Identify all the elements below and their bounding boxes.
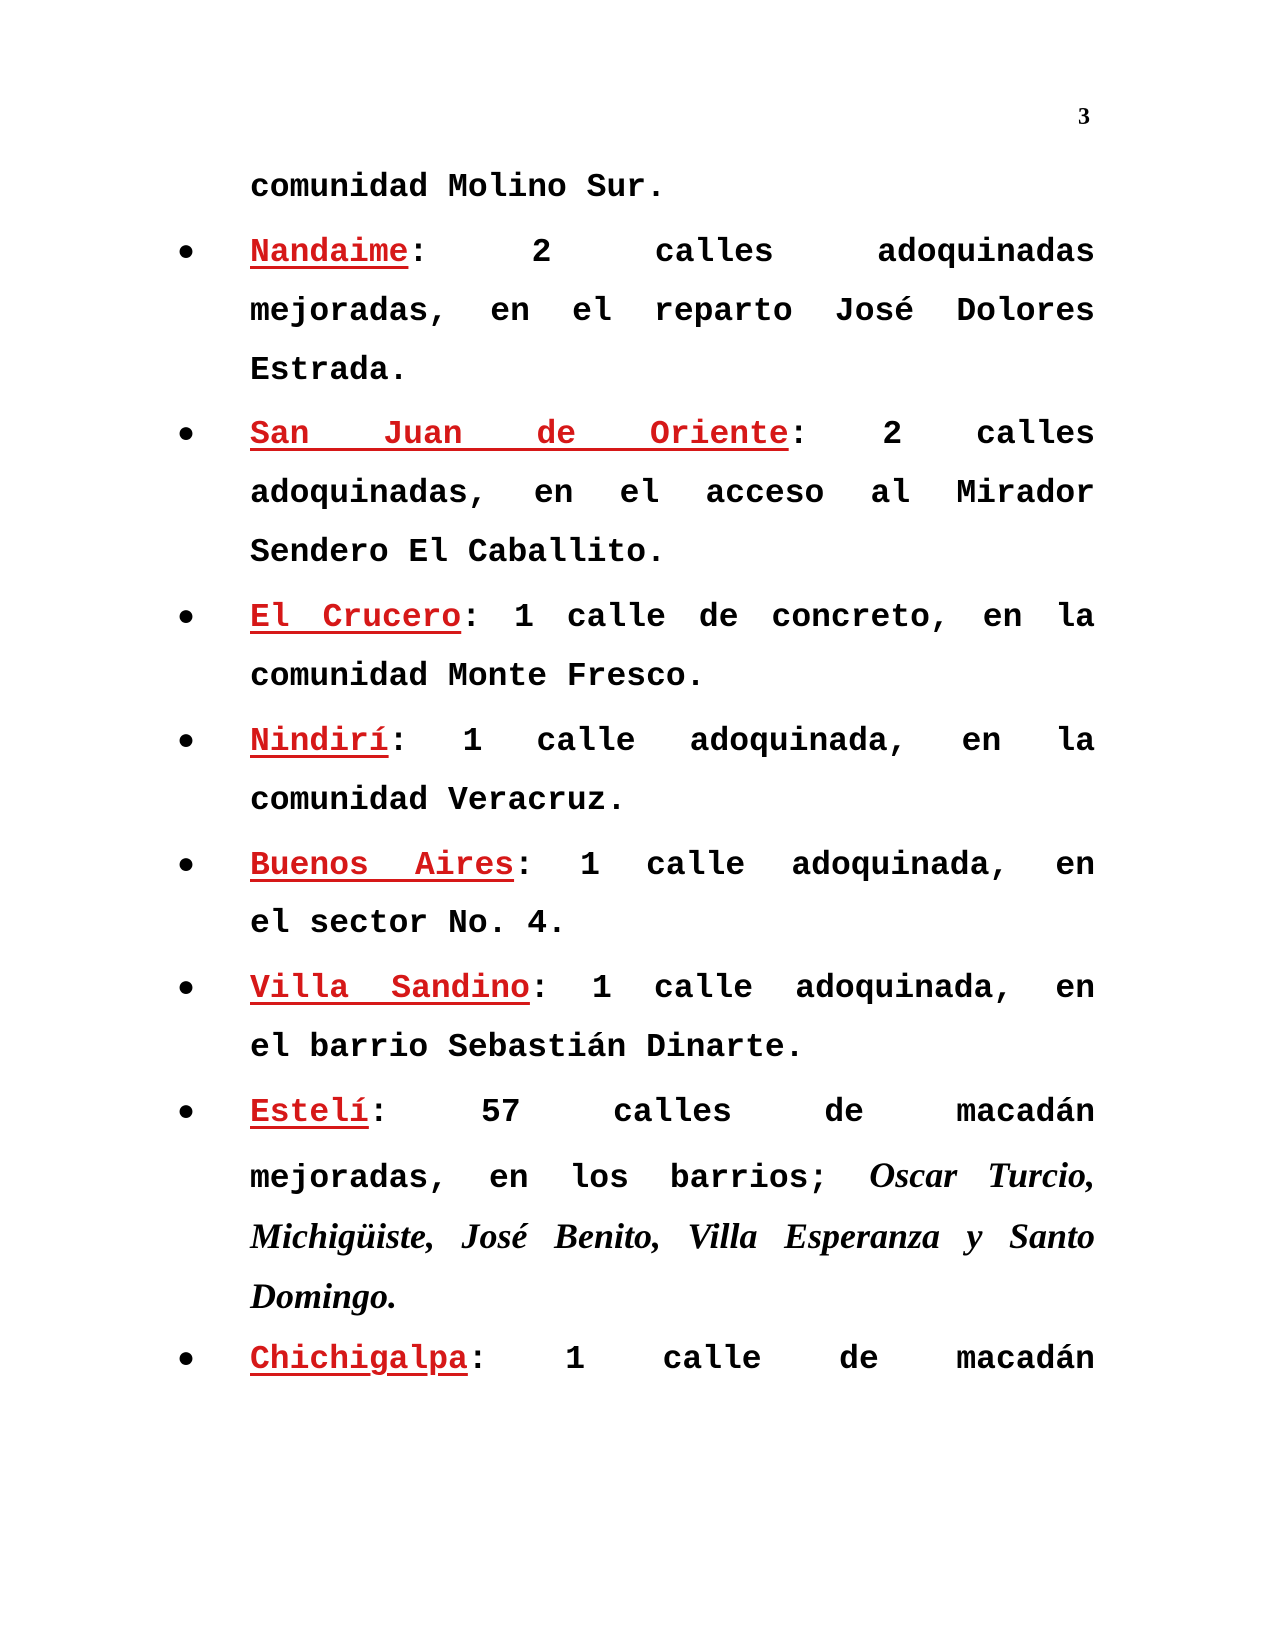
entry-text: : 57 calles de macadán xyxy=(368,1094,1095,1131)
bullet-icon: ● xyxy=(176,972,195,1006)
location-name: Chichigalpa xyxy=(250,1341,468,1378)
location-name: Nandaime xyxy=(250,234,409,271)
entry-text-line: mejoradas, en el reparto José Dolores xyxy=(250,293,1095,330)
list-item-esteli xyxy=(250,1093,1095,1133)
intro-text: comunidad Molino Sur. xyxy=(250,169,666,206)
barrio-names: Michigüiste, José Benito, Villa Esperanza y Santo xyxy=(250,1216,1095,1256)
entry-text-line: comunidad Monte Fresco. xyxy=(250,658,706,695)
list-item-villa-sandino xyxy=(250,969,1095,1009)
location-name: Estelí xyxy=(250,1094,369,1131)
location-name: Villa Sandino xyxy=(250,970,530,1007)
entry-text-line: Sendero El Caballito. xyxy=(250,534,666,571)
location-name: Nindirí xyxy=(250,723,389,760)
page-number: 3 xyxy=(1078,104,1090,130)
entry-text-line: el barrio Sebastián Dinarte. xyxy=(250,1029,805,1066)
entry-text: : 1 calle adoquinada, en la xyxy=(388,723,1095,760)
bullet-icon: ● xyxy=(176,849,195,883)
entry-text-line: Estrada. xyxy=(250,352,409,389)
list-item-chichigalpa xyxy=(250,1340,1095,1380)
entry-text: : 2 calles xyxy=(788,416,1095,453)
barrio-names: Domingo. xyxy=(250,1276,398,1316)
entry-text-line xyxy=(250,1155,1095,1199)
bullet-icon: ● xyxy=(176,725,195,759)
barrio-names: Oscar Turcio, xyxy=(869,1155,1095,1195)
entry-text-plain: mejoradas, en los barrios; xyxy=(250,1160,870,1197)
list-item-san-juan-de-oriente xyxy=(250,415,1095,455)
bullet-icon: ● xyxy=(176,1343,195,1377)
bullet-icon: ● xyxy=(176,601,195,635)
bullet-icon: ● xyxy=(176,1096,195,1130)
list-item-buenos-aires xyxy=(250,846,1095,886)
entry-text-line: el sector No. 4. xyxy=(250,905,567,942)
location-name: Buenos Aires xyxy=(250,847,515,884)
bullet-icon: ● xyxy=(176,418,195,452)
location-name: El Crucero xyxy=(250,599,462,636)
list-item-nandaime xyxy=(250,233,1095,273)
list-item-el-crucero xyxy=(250,598,1095,638)
list-item-nindiri xyxy=(250,722,1095,762)
entry-text: : 2 calles adoquinadas xyxy=(408,234,1095,271)
entry-text: : 1 calle de macadán xyxy=(467,1341,1095,1378)
bullet-icon: ● xyxy=(176,236,195,270)
entry-text: : 1 calle adoquinada, en xyxy=(514,847,1096,884)
entry-text: : 1 calle adoquinada, en xyxy=(529,970,1095,1007)
entry-text-line: adoquinadas, en el acceso al Mirador xyxy=(250,475,1095,512)
entry-text: : 1 calle de concreto, en la xyxy=(461,599,1095,636)
entry-text-line: comunidad Veracruz. xyxy=(250,782,627,819)
location-name: San Juan de Oriente xyxy=(250,416,789,453)
